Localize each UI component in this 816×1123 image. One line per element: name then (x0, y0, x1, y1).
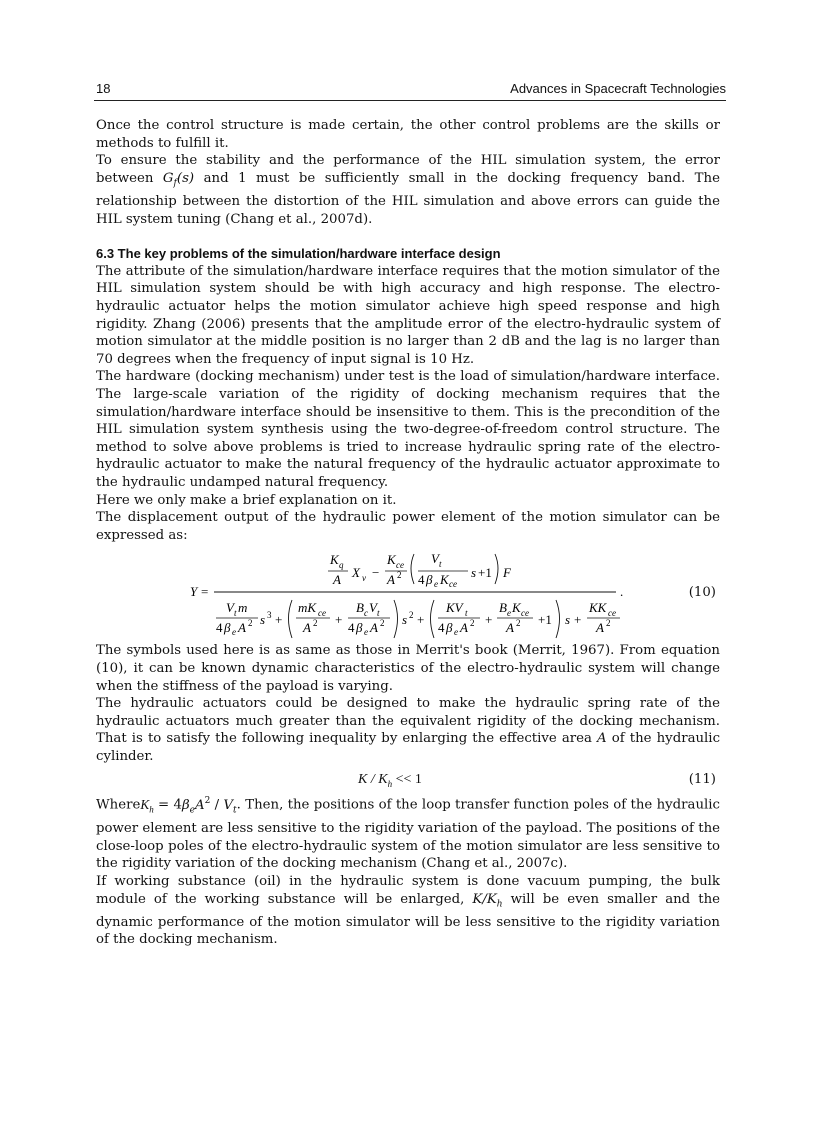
equation-11-number: (11) (688, 772, 716, 788)
equation-11-formula: $K / K_h << 1$ (358, 772, 422, 790)
svg-text:t: t (465, 608, 468, 619)
svg-text:v: v (362, 573, 366, 584)
svg-text:+1: +1 (538, 612, 552, 628)
page-header (94, 81, 726, 99)
svg-text:2: 2 (606, 618, 611, 629)
svg-text:A: A (596, 620, 604, 636)
svg-text:K: K (387, 552, 396, 568)
svg-text:s: s (260, 612, 266, 628)
svg-text:t: t (234, 608, 237, 619)
svg-text:V: V (431, 551, 439, 567)
svg-text:KK: KK (589, 600, 607, 616)
symbol-g: G (162, 170, 174, 186)
svg-text:2: 2 (248, 618, 253, 629)
header-rule (94, 100, 726, 101)
svg-text:q: q (339, 560, 344, 571)
svg-text:4: 4 (438, 620, 445, 636)
svg-text:V: V (369, 600, 377, 616)
equation-10 (96, 548, 720, 636)
svg-text:ce: ce (318, 608, 326, 619)
paragraph-9: WhereK$_h$ = $4\beta_eA^2 / V_t$. Then, the positions of the loop transfer function poles of the hydraulic power element are less sensitive to the rigidity variation of the payload. The positions of the close-loop poles of the electro-hydraulic system of the motion simulator are less sensitive to the rigidity variation of the docking mechanism (Chang et al., 2007c). (96, 796, 720, 872)
svg-text:e: e (364, 627, 368, 638)
paragraph-10: If working substance (oil) in the hydraulic system is done vacuum pumping, the bulk module of the working substance will be enlarged, $K/K_h$ will be even smaller and the dynamic performance of the motion simulator will be less sensitive to the rigidity variation of the docking mechanism. (96, 873, 721, 948)
kh-definition: $K_h$ (140, 796, 154, 815)
svg-text:4: 4 (418, 572, 425, 588)
svg-text:t: t (439, 559, 442, 570)
paragraph-7: The symbols used here is as same as those in Merrit's book (Merrit, 1967). From equation (10), it can be known dynamic characteristics of the electro-hydraulic system will change when the stiffness of the payload is varying. (96, 643, 720, 694)
svg-text:.: . (620, 584, 624, 600)
svg-text:+1: +1 (478, 565, 492, 581)
svg-text:A: A (333, 572, 341, 588)
svg-text:KV: KV (446, 600, 463, 616)
svg-text:2: 2 (397, 570, 402, 581)
equation-10-formula (96, 548, 656, 644)
svg-text:ce: ce (396, 560, 404, 571)
paragraph-8: The hydraulic actuators could be designed to make the hydraulic spring rate of the hydraulic actuators much greater than the equivalent rigidity of the docking mechanism. That is to satisfy the following inequality by enlarging the effective area A of the hydraulic cylinder. (96, 696, 721, 764)
svg-text:+: + (485, 612, 493, 628)
svg-text:2: 2 (313, 618, 318, 629)
section-heading: 6.3 The key problems of the simulation/hardware interface design (96, 246, 501, 262)
svg-text:β: β (426, 572, 433, 588)
svg-text:3: 3 (267, 610, 272, 621)
svg-text:A: A (506, 620, 514, 636)
svg-text:2: 2 (516, 618, 521, 629)
svg-text:F: F (503, 565, 511, 581)
page-number: 18 (96, 81, 111, 96)
book-title: Advances in Spacecraft Technologies (510, 81, 726, 96)
svg-text:B: B (499, 600, 507, 616)
paragraph-6: The displacement output of the hydraulic power element of the motion simulator can be expressed as: (96, 510, 720, 543)
svg-text:β: β (356, 620, 363, 636)
svg-text:e: e (232, 627, 236, 638)
svg-text:A: A (303, 620, 311, 636)
svg-text:+: + (275, 612, 283, 628)
svg-text:e: e (434, 579, 438, 590)
svg-text:m: m (238, 600, 248, 616)
svg-text:β: β (224, 620, 231, 636)
svg-text:Y: Y (190, 584, 198, 600)
svg-text:4: 4 (216, 620, 223, 636)
svg-text:ce: ce (521, 608, 529, 619)
svg-text:mK: mK (298, 600, 317, 616)
symbol-a: A (597, 731, 607, 747)
svg-text:A: A (460, 620, 468, 636)
svg-text:s: s (402, 612, 408, 628)
svg-text:2: 2 (409, 610, 414, 621)
svg-text:4: 4 (348, 620, 355, 636)
equation-10-number: (10) (688, 585, 716, 601)
svg-text:2: 2 (470, 618, 475, 629)
svg-text:+: + (335, 612, 343, 628)
svg-text:K: K (512, 600, 521, 616)
svg-text:β: β (446, 620, 453, 636)
svg-text:+: + (417, 612, 425, 628)
svg-text:K: K (440, 572, 449, 588)
svg-text:K: K (330, 552, 339, 568)
svg-text:X: X (352, 565, 360, 581)
svg-text:+: + (574, 612, 582, 628)
svg-text:B: B (356, 600, 364, 616)
svg-text:A: A (238, 620, 246, 636)
svg-text:e: e (507, 608, 511, 619)
svg-text:A: A (370, 620, 378, 636)
svg-text:c: c (364, 608, 368, 619)
svg-text:ce: ce (608, 608, 616, 619)
paragraph-2: To ensure the stability and the performance of the HIL simulation system, the error between $G_f(s)$ and 1 must be sufficiently small in the docking frequency band. The relationship between the distortion of the HIL simulation and above errors can guide the HIL system tuning (Chang et al., 2007d). (96, 153, 720, 227)
svg-text:e: e (454, 627, 458, 638)
svg-text:s: s (565, 612, 571, 628)
svg-text:V: V (226, 600, 234, 616)
svg-text:s: s (471, 565, 477, 581)
svg-text:A: A (387, 572, 395, 588)
svg-text:ce: ce (449, 579, 457, 590)
svg-text:t: t (377, 608, 380, 619)
paragraph-5: Here we only make a brief explanation on it. (96, 492, 397, 508)
svg-text:−: − (372, 565, 380, 581)
svg-text:=: = (201, 584, 209, 600)
k-over-kh: $K/K_h$ (472, 891, 503, 910)
svg-text:2: 2 (380, 618, 385, 629)
paragraph-4: The hardware (docking mechanism) under test is the load of simulation/hardware interface. The large-scale variation of the rigidity of docking mechanism requires that the simulation/hardware interface should be insensitive to them. This is the precondition of the HIL simulation system synthesis using the two-degree-of-freedom control structure. The method to solve above problems is tried to increase hydraulic spring rate of the electro-hydraulic actuator to make the natural frequency of the hydraulic actuator approximate to the hydraulic undamped natural frequency. (96, 369, 720, 490)
page-body (96, 117, 720, 949)
paragraph-1: Once the control structure is made certain, the other control problems are the skills or methods to fulfill it. (96, 118, 720, 151)
paragraph-3: The attribute of the simulation/hardware interface requires that the motion simulator of the HIL simulation system should be with high accuracy and high response. The electro-hydraulic actuator helps the motion simulator achieve high speed response and high rigidity. Zhang (2006) presents that the amplitude error of the electro-hydraulic system of motion simulator at the middle position is no larger than 2 dB and the lag is no larger than 70 degrees when the frequency of input signal is 10 Hz. (96, 263, 720, 367)
equation-11 (96, 769, 720, 791)
